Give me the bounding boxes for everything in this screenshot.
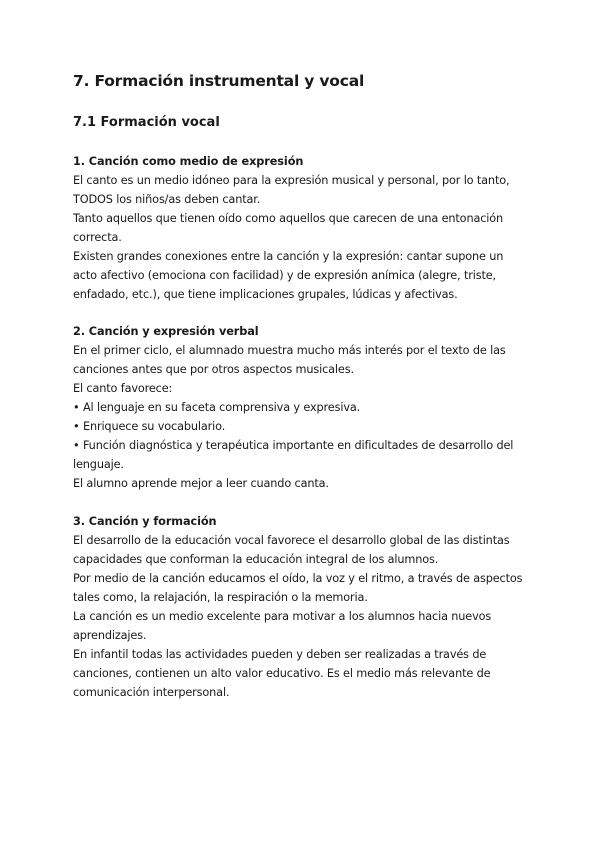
bullet-item: • Función diagnóstica y terapéutica importante en dificultades de desarrollo del — [73, 439, 514, 452]
paragraph-line: Por medio de la canción educamos el oído, la voz y el ritmo, a través de aspectos — [73, 572, 523, 585]
paragraph-line: La canción es un medio excelente para motivar a los alumnos hacia nuevos — [73, 610, 492, 623]
section-cancion-expresion — [73, 152, 543, 304]
section-subtitle: 7.1 Formación vocal — [73, 115, 220, 130]
paragraph-line: comunicación interpersonal. — [73, 686, 230, 699]
section-heading: 3. Canción y formación — [73, 515, 217, 528]
section-cancion-expresion-verbal — [73, 322, 543, 493]
paragraph-line: El alumno aprende mejor a leer cuando canta. — [73, 477, 329, 490]
paragraph-line: TODOS los niños/as deben cantar. — [73, 193, 261, 206]
bullet-item: • Al lenguaje en su faceta comprensiva y expresiva. — [73, 401, 361, 414]
section-cancion-formacion — [73, 512, 543, 702]
section-heading: 1. Canción como medio de expresión — [73, 155, 304, 168]
paragraph-line: aprendizajes. — [73, 629, 147, 642]
paragraph-line: lenguaje. — [73, 458, 124, 471]
paragraph-line: tales como, la relajación, la respiración o la memoria. — [73, 591, 368, 604]
paragraph-line: El canto favorece: — [73, 382, 173, 395]
paragraph-line: correcta. — [73, 231, 122, 244]
paragraph-line: En infantil todas las actividades pueden y deben ser realizadas a través de — [73, 648, 487, 661]
paragraph-line: capacidades que conforman la educación integral de los alumnos. — [73, 553, 439, 566]
paragraph-line: Tanto aquellos que tienen oído como aquellos que carecen de una entonación — [73, 212, 504, 225]
paragraph-line: El desarrollo de la educación vocal favorece el desarrollo global de las distintas — [73, 534, 510, 547]
paragraph-line: Existen grandes conexiones entre la canción y la expresión: cantar supone un — [73, 250, 504, 263]
paragraph-line: El canto es un medio idóneo para la expresión musical y personal, por lo tanto, — [73, 174, 510, 187]
paragraph-line: En el primer ciclo, el alumnado muestra mucho más interés por el texto de las — [73, 344, 506, 357]
page-title: 7. Formación instrumental y vocal — [73, 72, 365, 90]
paragraph-line: canciones, contienen un alto valor educativo. Es el medio más relevante de — [73, 667, 491, 680]
paragraph-line: canciones antes que por otros aspectos musicales. — [73, 363, 354, 376]
section-heading: 2. Canción y expresión verbal — [73, 325, 259, 338]
paragraph-line: acto afectivo (emociona con facilidad) y de expresión anímica (alegre, triste, — [73, 269, 496, 282]
paragraph-line: enfadado, etc.), que tiene implicaciones grupales, lúdicas y afectivas. — [73, 288, 458, 301]
bullet-item: • Enriquece su vocabulario. — [73, 420, 226, 433]
